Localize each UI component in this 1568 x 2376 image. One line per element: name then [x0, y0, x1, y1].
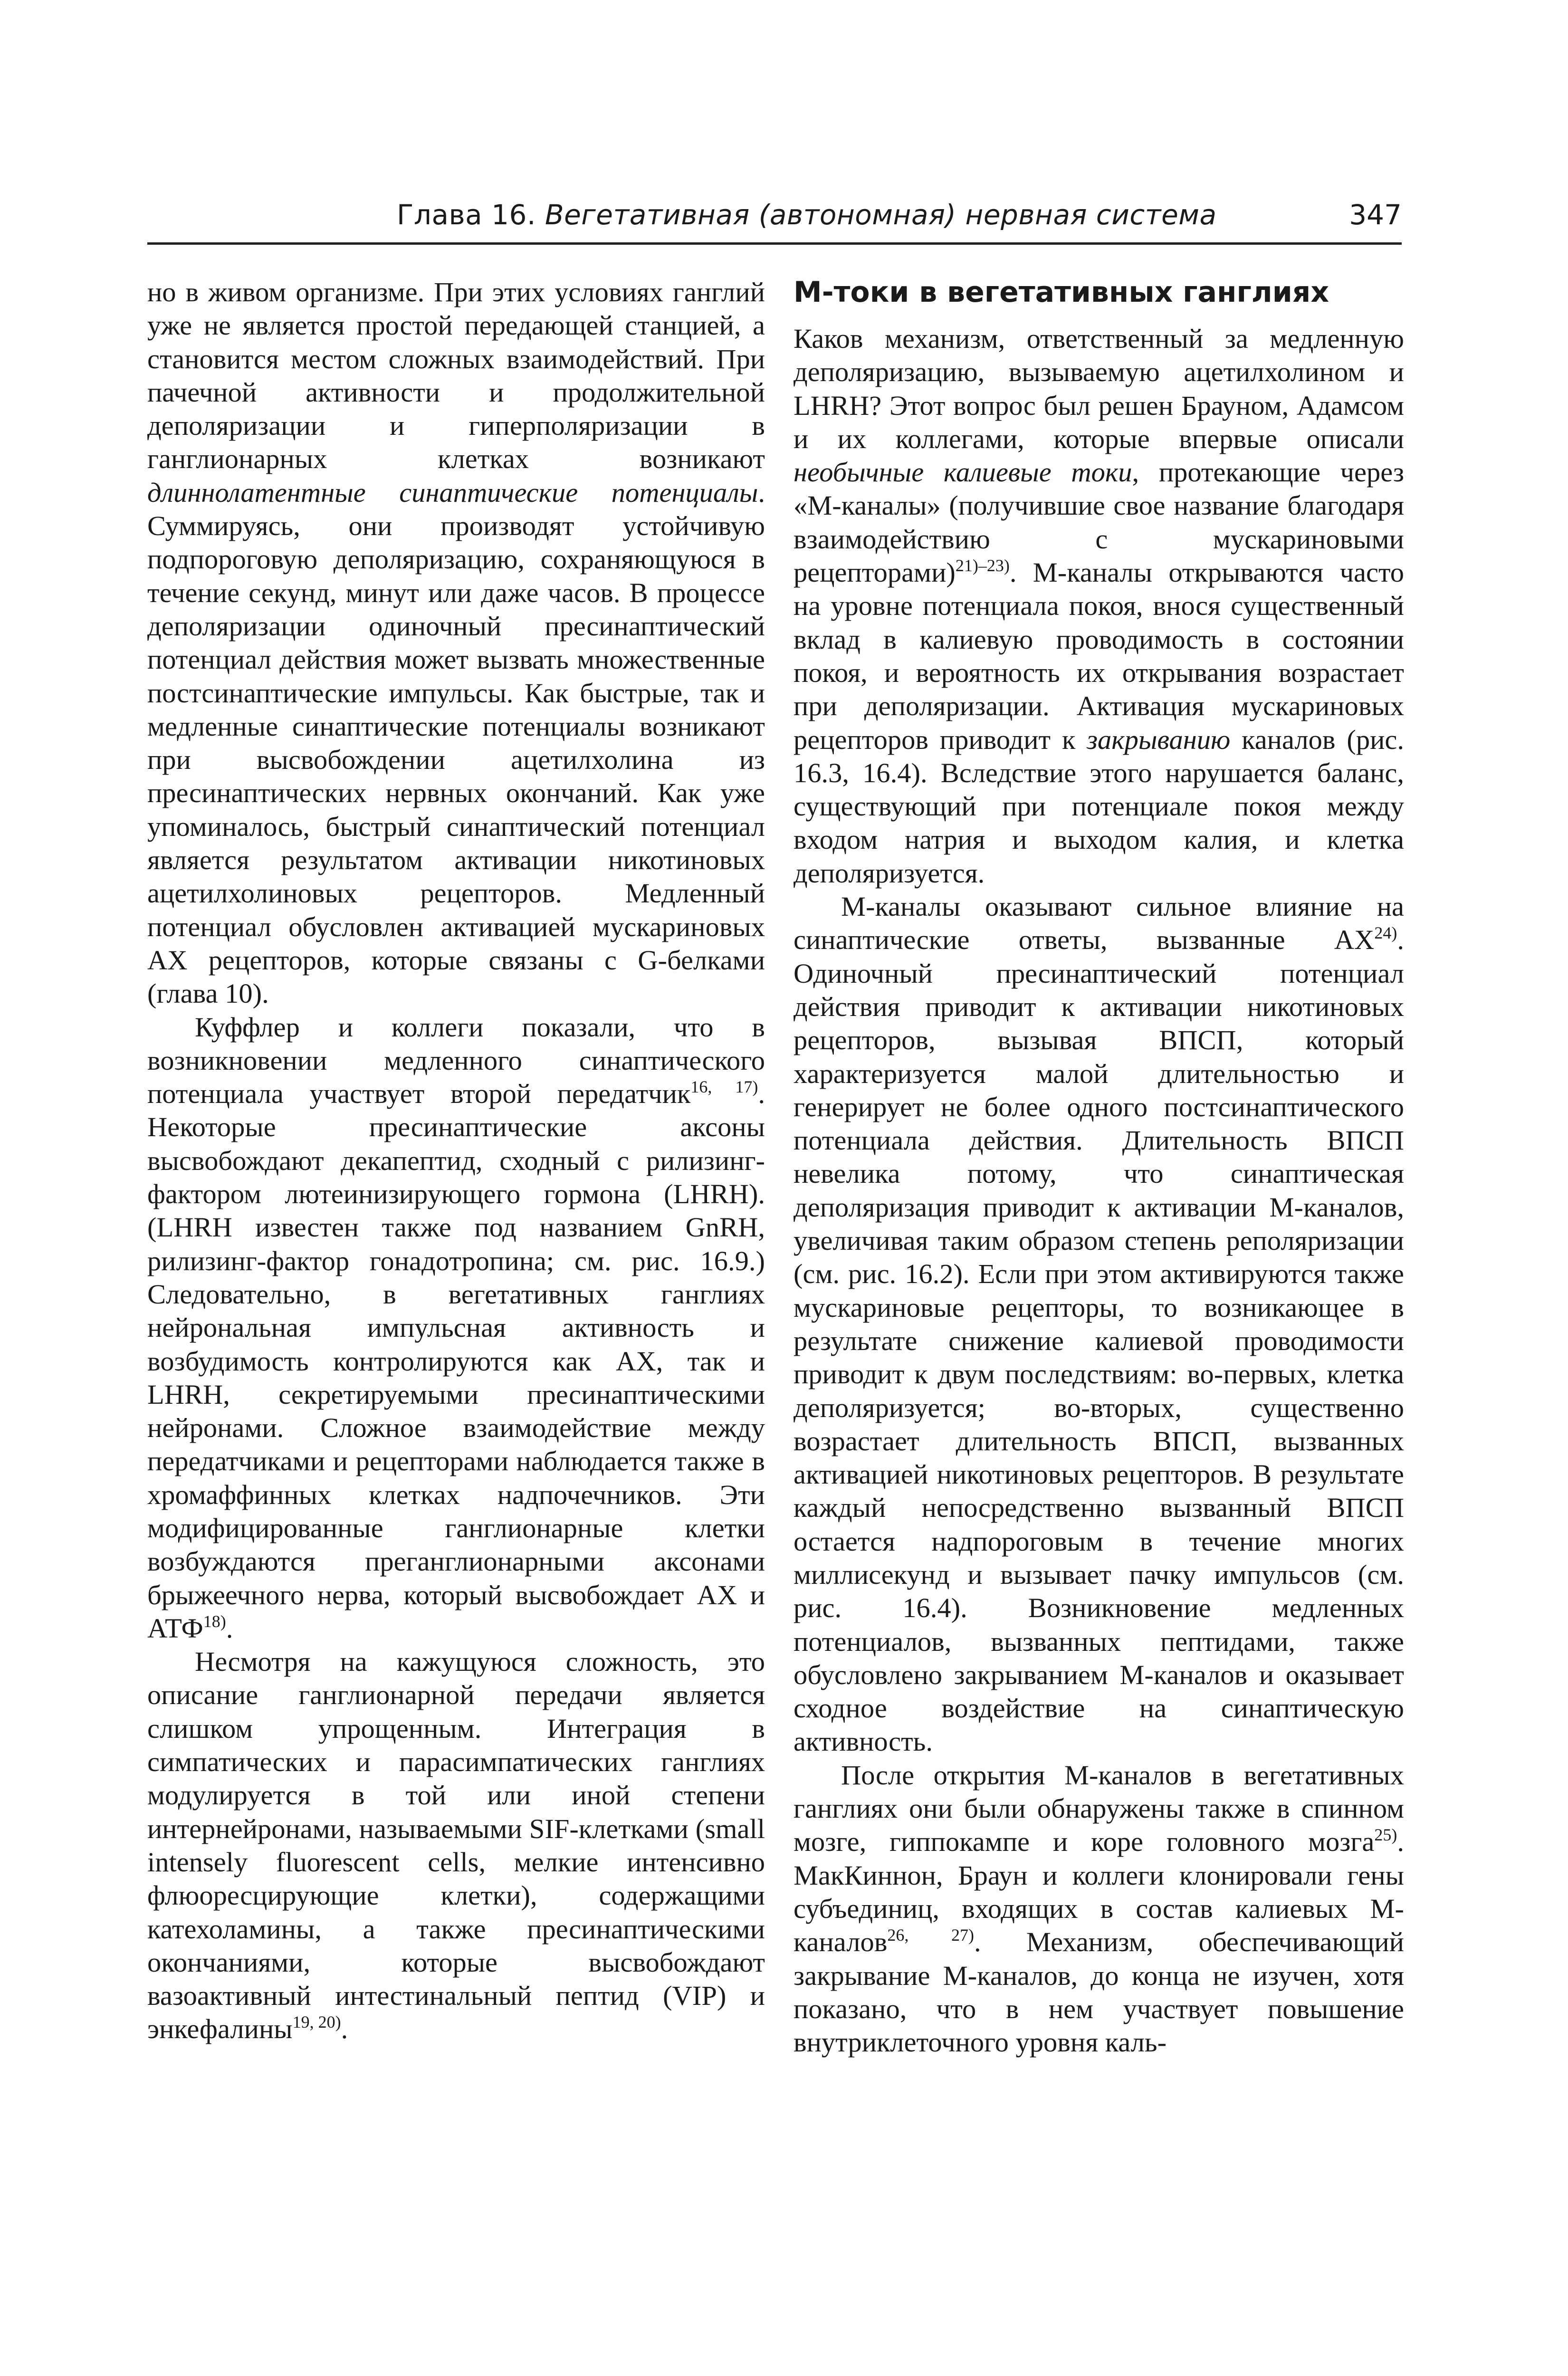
section-heading: М-токи в вегетативных ганглиях: [794, 276, 1329, 309]
left-paragraph-3: [147, 1645, 765, 2046]
page-number: 347: [1349, 199, 1402, 231]
reference-superscript: 26, 27): [887, 1926, 975, 1945]
text-run: . Некоторые пресинаптические аксоны высвобождают декапептид, сходный с рилизинг-фактором лютеинизирующего гормона (LHRH). (LHRH известен также под названием GnRH, рилизинг-фактор гонадотропина; см. рис. 16.9.) Следовательно, в вегетативных ганглиях нейрональная импульсная активность и возбудимость контролируются как АХ, так и LHRH, секретируемыми пресинаптическими нейронами. Сложное взаимодействие между передатчиками и рецепторами наблюдается также в хромаффинных клетках надпочечников. Эти модифицированные ганглионарные клетки возбуждаются преганглионарными аксонами брыжеечного нерва, который высвобождает АХ и АТФ: [147, 1078, 765, 1644]
text-run: Несмотря на кажущуюся сложность, это описание ганглионарной передачи является слишком упрощенным. Интеграция в симпатических и парасимпатических ганглиях модулируется в той или иной степени интернейронами, называемыми SIF-клетками (small intensely fluorescent cells, мелкие интенсивно флюоресцирующие клетки), содержащими катехоламины, а также пресинаптическими окончаниями, которые высвобождают вазоактивный интестинальный пептид (VIP) и энкефалины: [147, 1646, 765, 2045]
text-run: , протекающие через «М-каналы» (получившие свое название благодаря взаимодействию с мускариновыми рецепторами): [794, 457, 1405, 588]
right-paragraph-1: [794, 322, 1404, 890]
reference-superscript: 19, 20): [292, 2012, 341, 2032]
text-run: Каков механизм, ответственный за медленную деполяризацию, вызываемую ацетилхолином и LHRH? Этот вопрос был решен Брауном, Адамсом и их коллегами, которые впервые описали: [794, 323, 1404, 454]
chapter-prefix: Глава 16.: [397, 199, 545, 231]
right-paragraph-3: [794, 1759, 1404, 2060]
text-run: Куффлер и коллеги показали, что в возникновении медленного синаптического потенциала участвует второй передатчик: [147, 1011, 765, 1110]
text-run: После открытия М-каналов в вегетативных ганглиях они были обнаружены также в спинном мозге, гиппокампе и коре головного мозга: [794, 1759, 1404, 1858]
text-run: М-каналы оказывают сильное влияние на синаптические ответы, вызванные АХ: [794, 891, 1404, 956]
running-head: [147, 190, 1402, 245]
text-run: . МакКиннон, Браун и коллеги клонировали гены субъединиц, входящих в состав калиевых М-каналов: [794, 1826, 1404, 1958]
italic-term: необычные калиевые токи: [794, 457, 1132, 488]
text-run: но в живом организме. При этих условиях ганглий уже не является простой передающей станцией, а становится местом сложных взаимодействий. При пачечной активности и продолжительной деполяризации и гиперполяризации в ганглионарных клетках возникают: [147, 277, 765, 475]
italic-term: закрыванию: [1087, 724, 1231, 755]
reference-superscript: 16, 17): [690, 1077, 758, 1097]
text-run: . Одиночный пресинаптический потенциал действия приводит к активации никотиновых рецепторов, вызывая ВПСП, который характеризуется малой длительностью и генерирует не более одного постсинаптического потенциала действия. Длительность ВПСП невелика потому, что синаптическая деполяризация приводит к активации М-каналов, увеличивая таким образом степень реполяризации (см. рис. 16.2). Если при этом активируются также мускариновые рецепторы, то возникающее в результате снижение калиевой проводимости приводит к двум последствиям: во-первых, клетка деполяризуется; во-вторых, существенно возрастает длительность ВПСП, вызванных активацией никотиновых рецепторов. В результате каждый непосредственно вызванный ВПСП остается надпороговым в течение многих миллисекунд и вызывает пачку импульсов (см. рис. 16.4). Возникновение медленных потенциалов, вызванных пептидами, также обусловлено закрыванием М-каналов и оказывает сходное воздействие на синаптическую активность.: [794, 924, 1404, 1757]
left-paragraph-2: [147, 1011, 765, 1646]
text-run: . М-каналы открываются часто на уровне потенциала покоя, внося существенный вклад в калиевую проводимость в состоянии покоя, и вероятность их открывания возрастает при деполяризации. Активация мускариновых рецепторов приводит к: [794, 557, 1404, 755]
left-paragraph-1: [147, 276, 765, 1011]
text-run: . Механизм, обеспечивающий закрывание М-каналов, до конца не изучен, хотя показано, что в нем участвует повышение внутриклеточного уровня каль-: [794, 1926, 1404, 2058]
text-run: .: [341, 2013, 348, 2045]
italic-term: длиннолатентные синаптические потенциалы: [147, 477, 758, 508]
right-column: [794, 276, 1404, 2059]
text-run: каналов (рис. 16.3, 16.4). Вследствие этого нарушается баланс, существующий при потенциале покоя между входом натрия и выходом калия, и клетка деполяризуется.: [794, 724, 1404, 889]
reference-superscript: 21)–23): [955, 556, 1010, 575]
chapter-title-italic: Вегетативная (автономная) нервная система: [545, 199, 1217, 231]
left-column: [147, 276, 765, 2046]
reference-superscript: 18): [203, 1611, 226, 1631]
chapter-title: [397, 199, 1217, 231]
reference-superscript: 25): [1374, 1825, 1397, 1845]
reference-superscript: 24): [1374, 923, 1397, 943]
right-paragraph-2: [794, 890, 1404, 1759]
text-run: . Суммируясь, они производят устойчивую подпороговую деполяризацию, сохраняющуюся в течение секунд, минут или даже часов. В процессе деполяризации одиночный пресинаптический потенциал действия может вызвать множественные постсинаптические импульсы. Как быстрые, так и медленные синаптические потенциалы возникают при высвобождении ацетилхолина из пресинаптических нервных окончаний. Как уже упоминалось, быстрый синаптический потенциал является результатом активации никотиновых ацетилхолиновых рецепторов. Медленный потенциал обусловлен активацией мускариновых АХ рецепторов, которые связаны с G-белками (глава 10).: [147, 477, 765, 1009]
text-run: .: [226, 1612, 233, 1644]
